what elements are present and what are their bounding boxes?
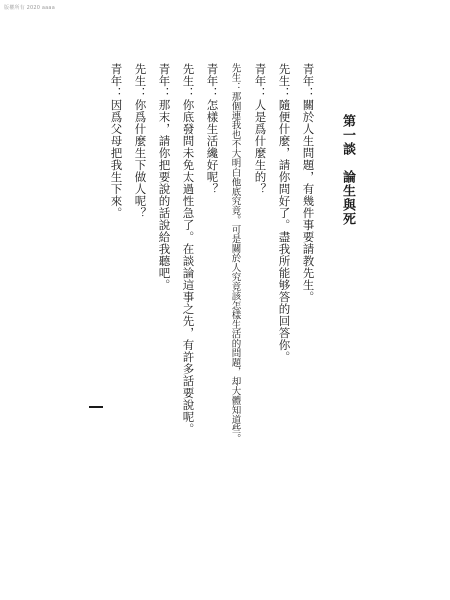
watermark: 版權所有 2020 aaaa [4,5,55,11]
dialogue-line: 先生：那個連我也不大明白他底究竟。可是關於人究竟該怎樣生活的問題，却大體知道些。 [229,63,241,443]
dialogue-line: 先生：你底發問未免太過性急了。在談論這事之先，有許多話要說呢。 [181,63,196,435]
dialogue-line: 青年：人是爲什麼生的？ [253,63,268,195]
dialogue-line: 先生：你爲什麼生下做人呢？ [133,63,148,219]
dialogue-line: 青年：因爲父母把我生下來。 [109,63,124,219]
dialogue-line: 青年：關於人生問題，有幾件事要請教先生。 [301,63,316,303]
page-number-text [89,406,90,407]
dialogue-line: 先生：隨便什麼，請你問好了。盡我所能够答的回答你。 [277,63,292,363]
dialogue-line: 青年：那末，請你把要說的話說給我聽吧。 [157,63,172,291]
chapter-title: 第一談 論生與死 [340,114,355,226]
dialogue-line: 青年：怎樣生活纔好呢？ [205,63,220,195]
page-number [89,406,103,408]
